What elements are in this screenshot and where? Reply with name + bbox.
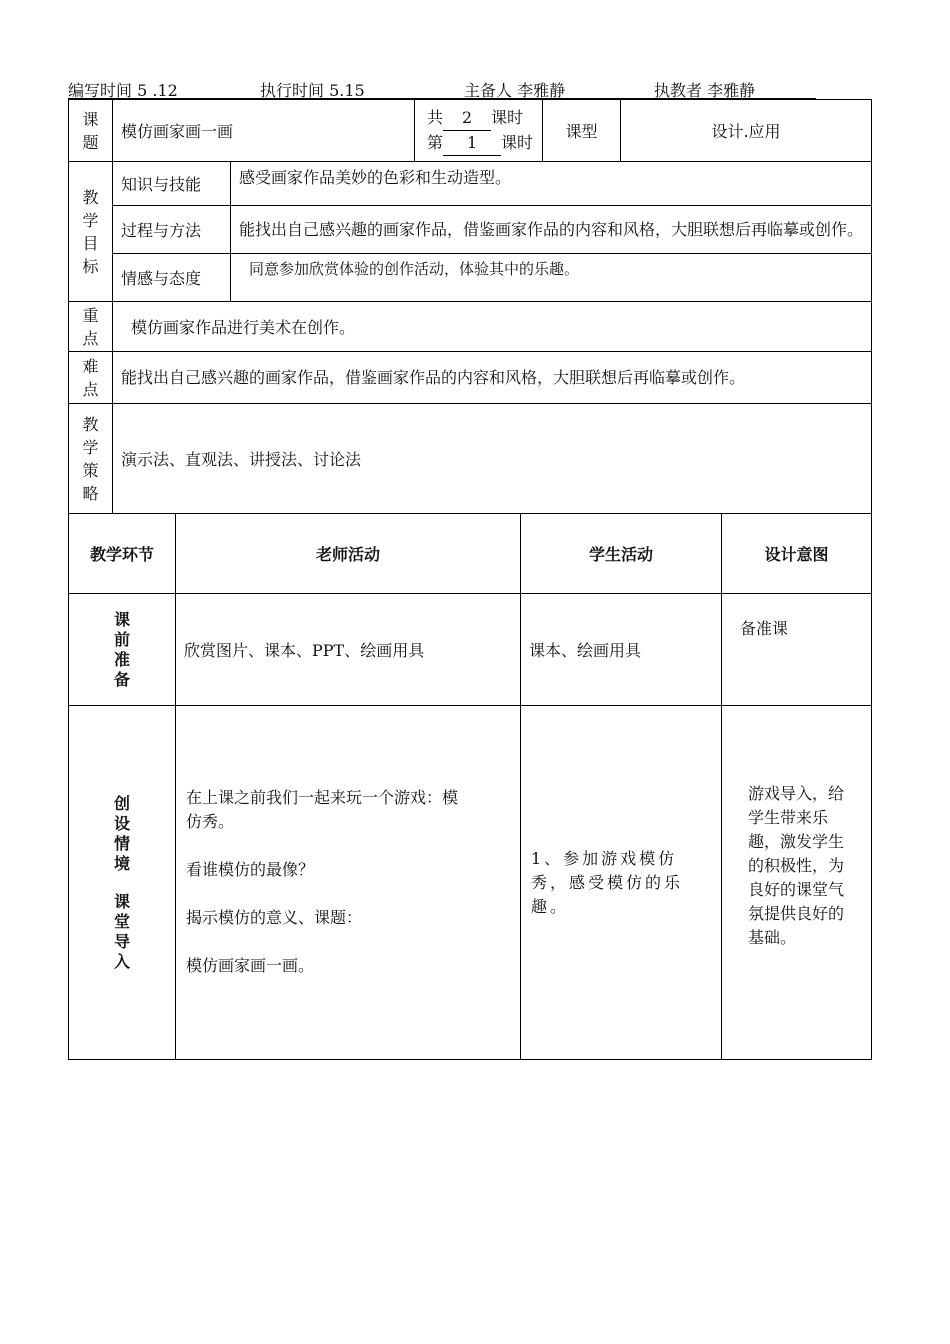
difficulty-text: 能找出自己感兴趣的画家作品，借鉴画家作品的内容和风格，大胆联想后再临摹或创作。 — [113, 352, 872, 404]
header-line — [68, 78, 816, 99]
header-student: 学生活动 — [521, 514, 722, 594]
key-point-text: 模仿画家作品进行美术在创作。 — [113, 302, 872, 352]
strategy-text: 演示法、直观法、讲授法、讨论法 — [113, 404, 872, 514]
objective-name: 情感与态度 — [113, 254, 231, 302]
topic-value: 模仿画家画一画 — [113, 100, 415, 162]
lesson-index: 1 — [443, 131, 501, 156]
objectives-label: 教 学 目 标 — [69, 162, 113, 302]
write-time: 编写时间 5 .12 — [68, 81, 178, 100]
key-point-label: 重 点 — [69, 302, 113, 352]
teaching-process-table — [68, 513, 872, 1060]
strategy-label: 教 学 策 略 — [69, 404, 113, 514]
intro-teacher — [176, 706, 521, 1060]
header-stage: 教学环节 — [69, 514, 176, 594]
teacher-line: 揭示模仿的意义、课题： — [186, 908, 363, 927]
teacher-line: 看谁模仿的最像？ — [186, 860, 315, 879]
teacher-line: 模仿画家画一画。 — [186, 956, 315, 975]
header-intent: 设计意图 — [722, 514, 872, 594]
prep-intent: 备准课 — [722, 594, 872, 706]
objective-name: 知识与技能 — [113, 162, 231, 206]
teacher-name: 执教者 李雅静 — [654, 81, 756, 100]
header-teacher: 老师活动 — [176, 514, 521, 594]
lesson-count: 共 2 课时 第 1 课时 — [415, 100, 543, 162]
prep-teacher: 欣赏图片、课本、PPT、绘画用具 — [176, 594, 521, 706]
objective-text: 能找出自己感兴趣的画家作品，借鉴画家作品的内容和风格，大胆联想后再临摹或创作。 — [231, 206, 872, 254]
exec-time: 执行时间 5.15 — [260, 81, 365, 100]
type-label: 课型 — [543, 100, 621, 162]
difficulty-label: 难 点 — [69, 352, 113, 404]
lesson-info-table — [68, 99, 872, 514]
prep-student: 课本、绘画用具 — [521, 594, 722, 706]
objective-text: 同意参加欣赏体验的创作活动，体验其中的乐趣。 — [231, 254, 872, 302]
intro-student: 1、参加游戏模仿秀，感受模仿的乐趣。 — [521, 706, 722, 1060]
type-value: 设计.应用 — [621, 100, 872, 162]
preparer: 主备人 李雅静 — [464, 81, 566, 100]
teacher-line: 在上课之前我们一起来玩一个游戏：模仿秀。 — [186, 788, 459, 831]
objective-text: 感受画家作品美妙的色彩和生动造型。 — [231, 162, 872, 206]
objective-name: 过程与方法 — [113, 206, 231, 254]
stage-intro: 创 设 情 境 课 堂 导 入 — [69, 706, 176, 1060]
topic-label: 课 题 — [69, 100, 113, 162]
total-lessons: 2 — [443, 106, 491, 131]
intro-intent: 游戏导入，给学生带来乐趣，激发学生的积极性，为良好的课堂气氛提供良好的基础。 — [722, 706, 872, 1060]
stage-prep: 课 前 准 备 — [69, 594, 176, 706]
